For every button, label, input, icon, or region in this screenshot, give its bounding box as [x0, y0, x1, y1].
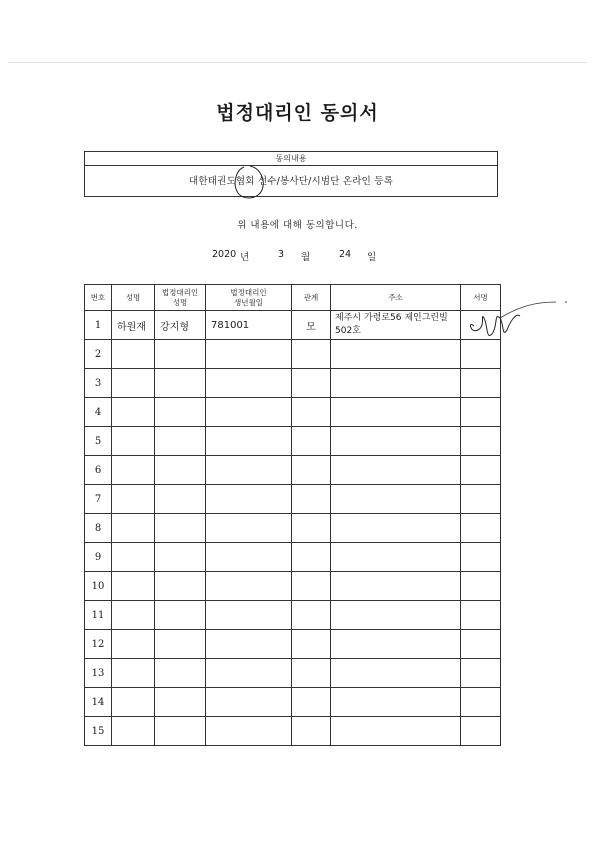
header-guardian-birth-line2: 생년월일 [234, 297, 263, 307]
table-row [85, 369, 501, 398]
cell-guardian-birth [206, 630, 292, 659]
cell-signature [461, 601, 501, 630]
cell-address [331, 456, 461, 485]
table-row [85, 456, 501, 485]
header-guardian-name-line1: 법정대리인 [161, 287, 199, 297]
cell-relation [292, 514, 331, 543]
cell-address [331, 688, 461, 717]
cell-name: 하원재 [112, 311, 155, 340]
table-row [85, 630, 501, 659]
cell-guardian-birth [206, 340, 292, 369]
cell-name [112, 369, 155, 398]
cell-relation: 모 [292, 311, 331, 340]
cell-guardian-birth [206, 572, 292, 601]
cell-relation [292, 369, 331, 398]
cell-address [331, 427, 461, 456]
signature-dot [565, 301, 567, 303]
cell-relation [292, 340, 331, 369]
cell-signature [461, 630, 501, 659]
table-header-row [85, 285, 501, 311]
cell-guardian-birth [206, 427, 292, 456]
cell-relation [292, 572, 331, 601]
date-month-unit: 월 [301, 252, 311, 263]
cell-guardian-birth [206, 398, 292, 427]
cell-relation [292, 688, 331, 717]
date-year: 2020 [212, 249, 237, 260]
table-row [85, 427, 501, 456]
cell-guardian-name [155, 688, 206, 717]
cell-name [112, 659, 155, 688]
cell-address [331, 717, 461, 746]
table-row [85, 543, 501, 572]
cell-signature [461, 659, 501, 688]
cell-guardian-name [155, 398, 206, 427]
cell-no: 12 [85, 630, 112, 659]
table-row [85, 485, 501, 514]
cell-signature [461, 398, 501, 427]
date-month: 3 [278, 249, 285, 260]
header-guardian-name-line2: 성명 [172, 297, 188, 307]
cell-guardian-birth [206, 601, 292, 630]
cell-name [112, 717, 155, 746]
cell-relation [292, 630, 331, 659]
table-row [85, 717, 501, 746]
signature-stroke-2 [500, 302, 556, 318]
cell-guardian-name [155, 427, 206, 456]
cell-guardian-name [155, 717, 206, 746]
cell-address [331, 485, 461, 514]
consent-text: 대한태권도협회 선수/봉사단/시범단 온라인 등록 [188, 176, 393, 187]
cell-name [112, 514, 155, 543]
cell-name [112, 601, 155, 630]
header-address: 주소 [331, 285, 461, 311]
cell-guardian-birth [206, 514, 292, 543]
cell-relation [292, 543, 331, 572]
cell-signature [461, 340, 501, 369]
cell-no: 8 [85, 514, 112, 543]
header-signature: 서명 [461, 285, 501, 311]
cell-address [331, 630, 461, 659]
header-no: 번호 [85, 285, 112, 311]
header-guardian-birth-line1: 법정대리인 [230, 287, 267, 297]
cell-name [112, 543, 155, 572]
cell-relation [292, 398, 331, 427]
address-line2: 502호 [335, 326, 361, 336]
cell-no: 15 [85, 717, 112, 746]
date-day-unit: 일 [367, 252, 377, 263]
cell-no: 3 [85, 369, 112, 398]
table-row [85, 514, 501, 543]
agree-statement: 위 내용에 대해 동의합니다. [237, 220, 358, 231]
cell-no: 13 [85, 659, 112, 688]
cell-name [112, 572, 155, 601]
cell-no: 6 [85, 456, 112, 485]
cell-guardian-name [155, 369, 206, 398]
cell-guardian-birth [206, 659, 292, 688]
cell-signature [461, 572, 501, 601]
cell-guardian-name [155, 572, 206, 601]
cell-guardian-birth [206, 485, 292, 514]
cell-address [331, 514, 461, 543]
table-row [85, 688, 501, 717]
cell-signature [461, 456, 501, 485]
cell-signature [461, 427, 501, 456]
cell-address [331, 398, 461, 427]
cell-signature [461, 485, 501, 514]
cell-guardian-name: 강지형 [155, 311, 206, 340]
cell-name [112, 340, 155, 369]
table-row [85, 572, 501, 601]
table-row [85, 311, 501, 340]
cell-guardian-name [155, 514, 206, 543]
cell-no: 4 [85, 398, 112, 427]
cell-no: 10 [85, 572, 112, 601]
cell-signature [461, 717, 501, 746]
cell-guardian-name [155, 630, 206, 659]
cell-signature [461, 543, 501, 572]
cell-relation [292, 659, 331, 688]
cell-name [112, 688, 155, 717]
cell-name [112, 456, 155, 485]
cell-guardian-birth [206, 688, 292, 717]
cell-guardian-birth [206, 717, 292, 746]
cell-no: 7 [85, 485, 112, 514]
document-title: 법정대리인 동의서 [216, 102, 379, 124]
cell-guardian-birth [206, 456, 292, 485]
cell-address [331, 601, 461, 630]
cell-guardian-name [155, 456, 206, 485]
cell-name [112, 485, 155, 514]
cell-guardian-name [155, 485, 206, 514]
cell-guardian-name [155, 543, 206, 572]
header-relation: 관계 [292, 285, 331, 311]
consent-header: 동의내용 [85, 152, 497, 166]
header-guardian-birth [206, 285, 292, 311]
cell-signature [461, 369, 501, 398]
cell-guardian-birth [206, 369, 292, 398]
header-guardian-name [155, 285, 206, 311]
cell-relation [292, 601, 331, 630]
cell-name [112, 427, 155, 456]
address-line1: 제주시 가령로56 제인그린빌 [335, 313, 448, 323]
cell-relation [292, 427, 331, 456]
cell-address [331, 369, 461, 398]
cell-no: 11 [85, 601, 112, 630]
cell-name [112, 398, 155, 427]
cell-no: 9 [85, 543, 112, 572]
cell-signature [461, 514, 501, 543]
cell-address [331, 543, 461, 572]
date-day: 24 [339, 249, 352, 260]
cell-guardian-name [155, 340, 206, 369]
cell-name [112, 630, 155, 659]
cell-guardian-name [155, 601, 206, 630]
table-row [85, 340, 501, 369]
cell-guardian-birth: 781001 [206, 311, 292, 340]
cell-no: 5 [85, 427, 112, 456]
cell-relation [292, 717, 331, 746]
consent-box [84, 151, 498, 197]
cell-guardian-name [155, 659, 206, 688]
cell-guardian-birth [206, 543, 292, 572]
cell-address [331, 311, 461, 340]
cell-no: 1 [85, 311, 112, 340]
table-row [85, 398, 501, 427]
header-name: 성명 [112, 285, 155, 311]
cell-address [331, 340, 461, 369]
cell-signature [461, 311, 501, 340]
cell-signature [461, 688, 501, 717]
table-row [85, 659, 501, 688]
table-row [85, 601, 501, 630]
table-body [85, 311, 501, 746]
cell-no: 2 [85, 340, 112, 369]
guardian-consent-table [84, 284, 501, 746]
date-year-unit: 년 [240, 252, 250, 263]
scan-edge-line [8, 62, 587, 63]
cell-address [331, 572, 461, 601]
cell-no: 14 [85, 688, 112, 717]
cell-address [331, 659, 461, 688]
cell-relation [292, 485, 331, 514]
cell-relation [292, 456, 331, 485]
